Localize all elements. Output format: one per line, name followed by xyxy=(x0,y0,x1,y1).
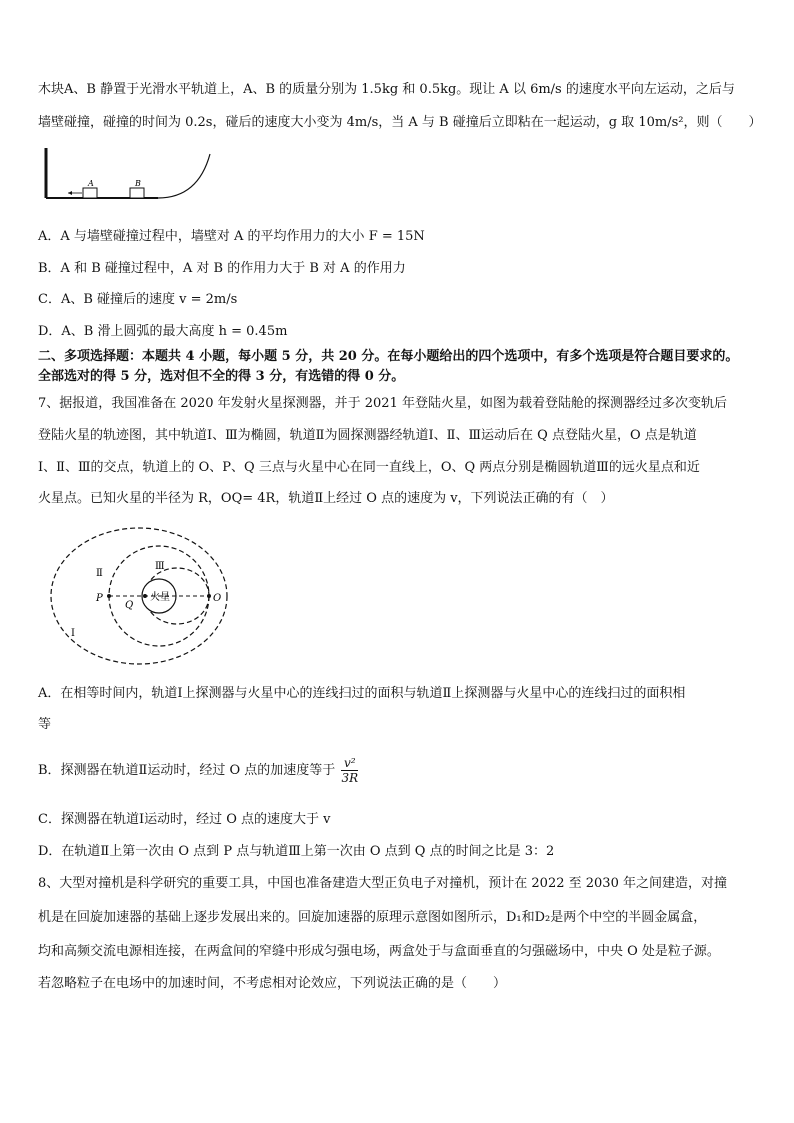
q7-option-c: C．探测器在轨道Ⅰ运动时，经过 O 点的速度大于 v xyxy=(38,812,331,827)
point-p-label: P xyxy=(96,593,103,604)
mars-label: 火星 xyxy=(150,592,170,603)
section2-line2: 全部选对的得 5 分，选对但不全的得 3 分，有选错的得 0 分。 xyxy=(38,369,405,384)
orbit-3-label: Ⅲ xyxy=(155,561,165,572)
q7-line3: Ⅰ、Ⅱ、Ⅲ的交点，轨道上的 O、P、Q 三点与火星中心在同一直线上，O、Q 两点分别是椭圆轨道Ⅲ的远火星点和近 xyxy=(38,460,700,475)
section2-line1: 二、多项选择题：本题共 4 小题，每小题 5 分，共 20 分。在每小题给出的四个选项中，有多个选项是符合题目要求的。 xyxy=(38,349,739,364)
q6-stem-line2: 墙壁碰撞，碰撞的时间为 0.2s，碰后的速度大小变为 4m/s，当 A 与 B 碰撞后立即粘在一起运动，g 取 10m/s²，则（ ） xyxy=(38,115,762,130)
q6-option-b: B．A 和 B 碰撞过程中，A 对 B 的作用力大于 B 对 A 的作用力 xyxy=(38,261,406,276)
q8-line2: 机是在回旋加速器的基础上逐步发展出来的。回旋加速器的原理示意图如图所示，D₁和D₂是两个中空的半圆金属盒， xyxy=(38,910,707,925)
q6-track-figure xyxy=(38,148,218,204)
point-q-label: Q xyxy=(125,600,134,611)
q6-option-c: C．A、B 碰撞后的速度 v = 2m/s xyxy=(38,292,238,307)
q7-option-b-fraction xyxy=(341,756,358,785)
point-o-label: O xyxy=(213,593,222,604)
q7-option-a-line1: A．在相等时间内，轨道Ⅰ上探测器与火星中心的连线扫过的面积与轨道Ⅱ上探测器与火星中心的连线扫过的面积相 xyxy=(38,686,686,701)
q6-stem-line1: 木块A、B 静置于光滑水平轨道上，A、B 的质量分别为 1.5kg 和 0.5kg。现让 A 以 6m/s 的速度水平向左运动，之后与 xyxy=(38,82,735,97)
q7-option-b-text: B．探测器在轨道Ⅱ运动时，经过 O 点的加速度等于 xyxy=(38,763,336,778)
block-b-label: B xyxy=(135,179,141,188)
q8-line3: 均和高频交流电源相连接，在两盒间的窄缝中形成匀强电场，两盒处于与盒面垂直的匀强磁场中，中央 O 处是粒子源。 xyxy=(38,944,720,959)
q8-line4: 若忽略粒子在电场中的加速时间，不考虑相对论效应，下列说法正确的是（ ） xyxy=(38,976,507,991)
q7-orbit-figure xyxy=(44,524,244,666)
q6-option-d: D．A、B 滑上圆弧的最大高度 h = 0.45m xyxy=(38,324,288,339)
q7-line2: 登陆火星的轨迹图，其中轨道Ⅰ、Ⅲ为椭圆，轨道Ⅱ为圆探测器经轨道Ⅰ、Ⅱ、Ⅲ运动后在 Q 点登陆火星，O 点是轨道 xyxy=(38,428,697,443)
q7-option-a-line2: 等 xyxy=(38,717,52,732)
orbit-1-label: Ⅰ xyxy=(71,628,75,639)
q7-option-b xyxy=(38,756,760,786)
block-a-label: A xyxy=(88,179,94,188)
q8-line1: 8、大型对撞机是科学研究的重要工具，中国也准备建造大型正负电子对撞机，预计在 2022 至 2030 年之间建造，对撞 xyxy=(38,876,727,891)
q6-option-a: A．A 与墙壁碰撞过程中，墙壁对 A 的平均作用力的大小 F = 15N xyxy=(38,229,425,244)
q7-line4: 火星点。已知火星的半径为 R，OQ= 4R，轨道Ⅱ上经过 O 点的速度为 v，下列说法正确的有（ ） xyxy=(38,491,614,506)
q7-option-d: D．在轨道Ⅱ上第一次由 O 点到 P 点与轨道Ⅲ上第一次由 O 点到 Q 点的时间之比是 3：2 xyxy=(38,844,555,859)
q7-line1: 7、据报道，我国准备在 2020 年发射火星探测器，并于 2021 年登陆火星，如图为载着登陆舱的探测器经过多次变轨后 xyxy=(38,396,727,411)
fraction-numerator: v² xyxy=(341,756,358,771)
fraction-denominator: 3R xyxy=(341,771,359,785)
orbit-2-label: Ⅱ xyxy=(96,568,103,579)
